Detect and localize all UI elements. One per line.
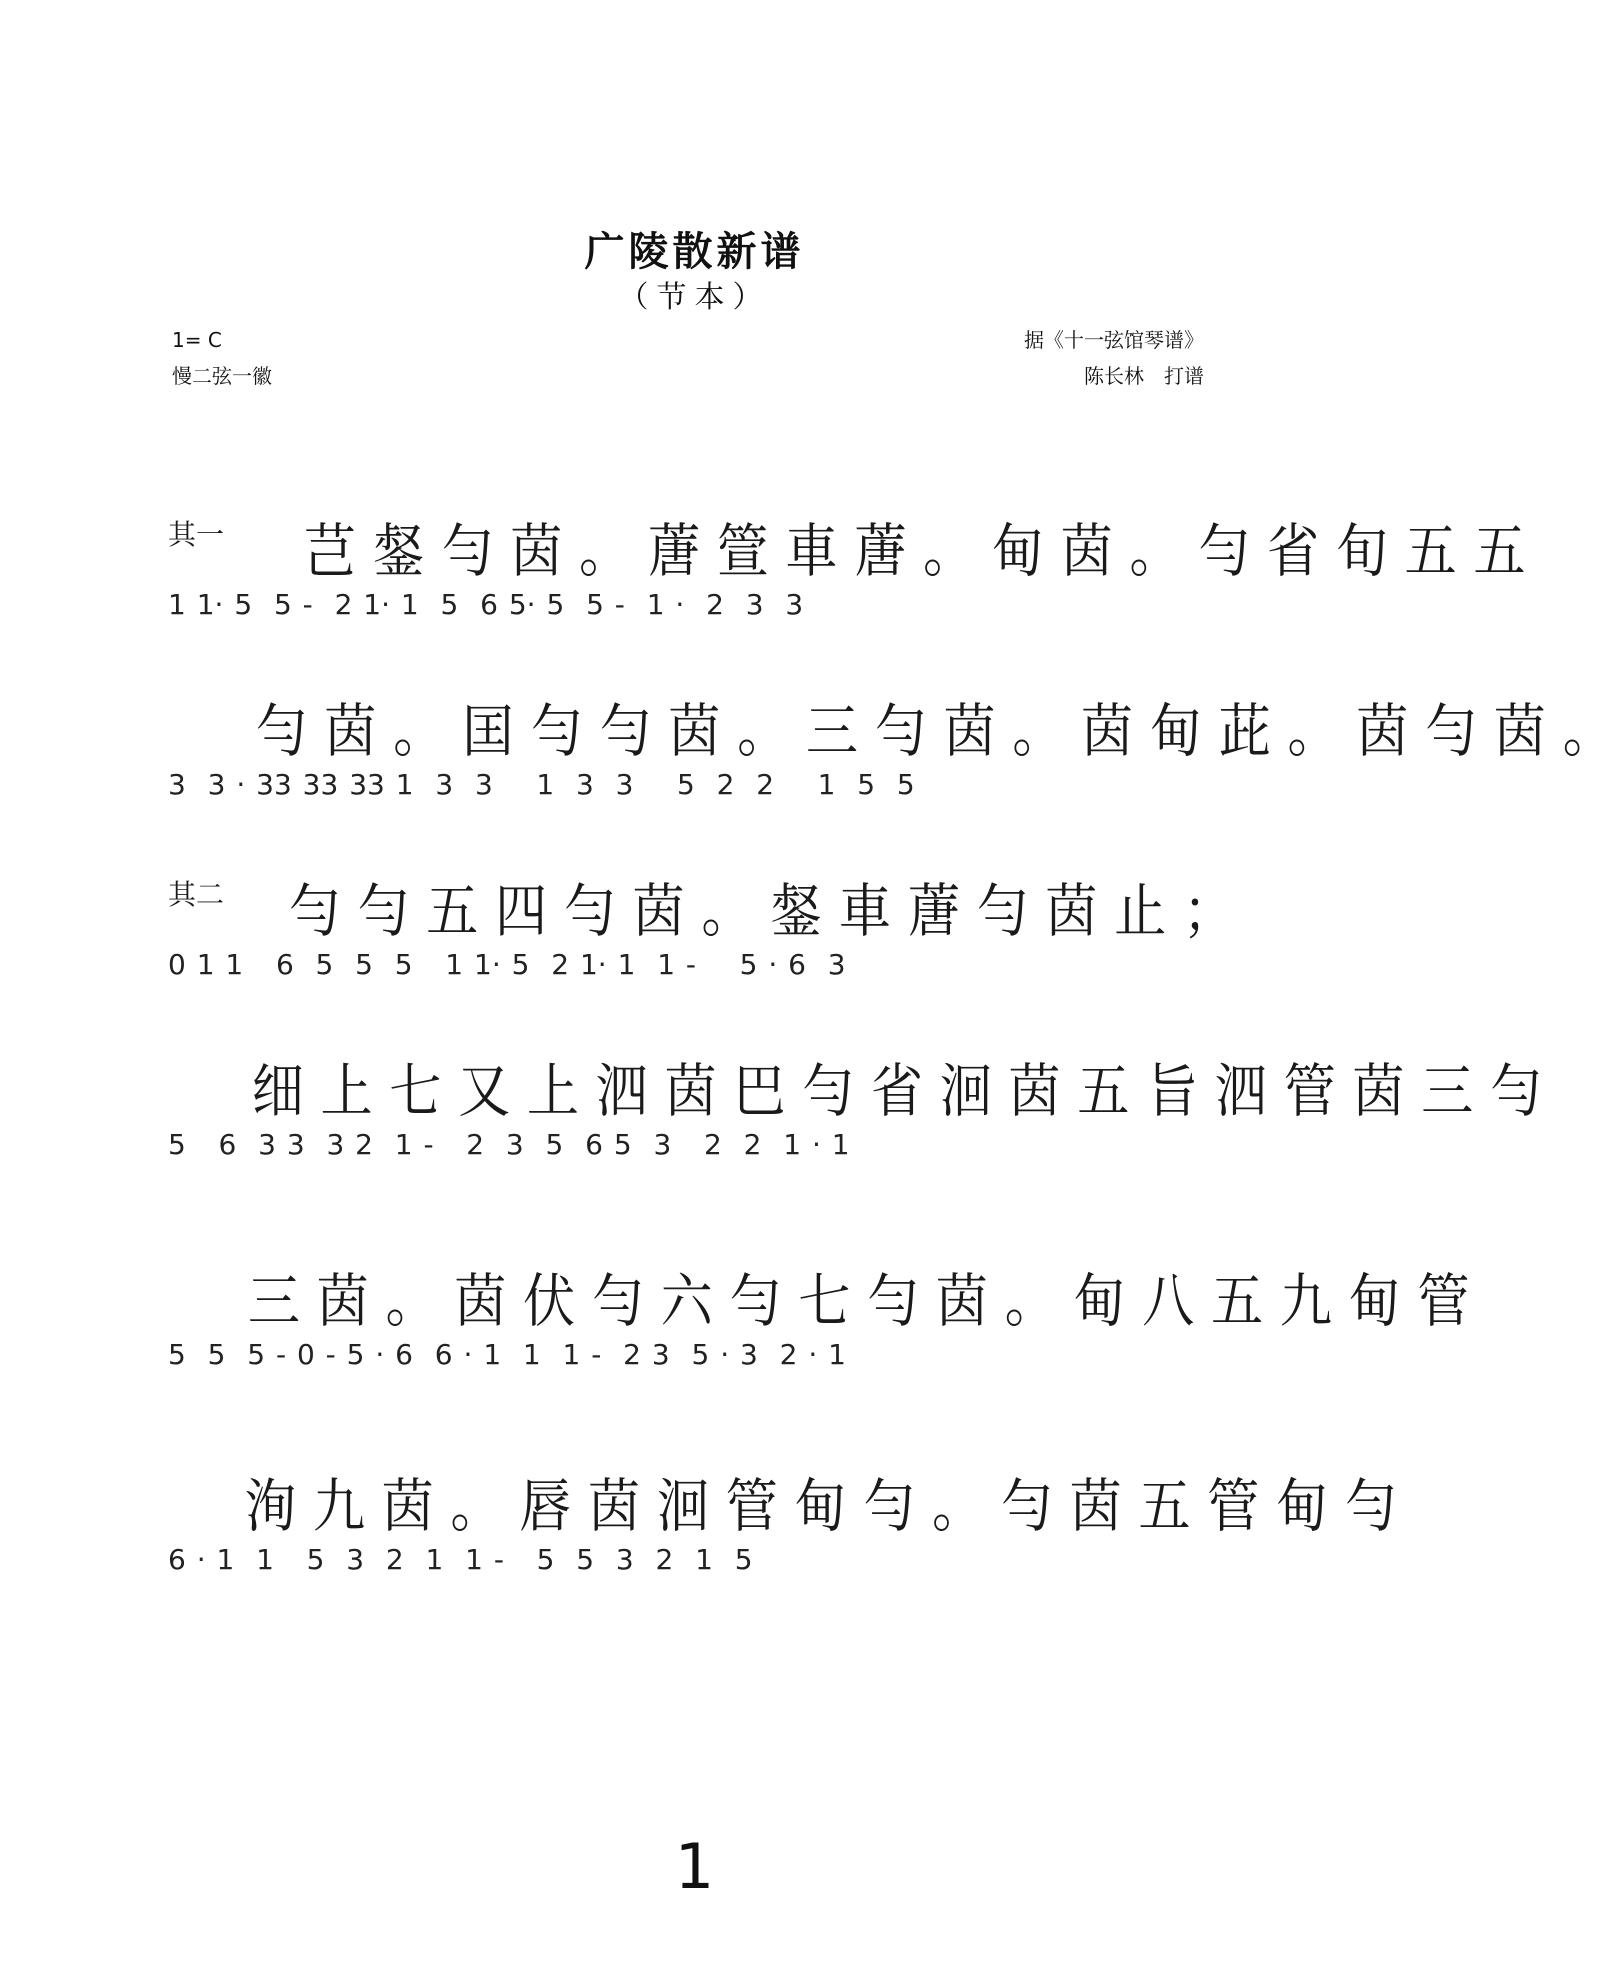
tablature-line: [168, 670, 1615, 765]
score-meta-left: [172, 322, 272, 394]
source-note: 据《十一弦馆琴谱》: [1024, 328, 1204, 352]
notation-line: 5 6 3 3 3 2 1 - 2 3 5 6 5 3 2 2 1 · 1: [168, 1128, 850, 1161]
notation-line: 0 1 1 6 5 5 5 1 1· 5 2 1· 1 1 - 5 · 6 3: [168, 948, 846, 981]
notation-line: 1 1· 5 5 - 2 1· 1 5 6 5· 5 5 - 1 · 2 3 3: [168, 588, 804, 621]
tablature-line: [168, 1030, 1543, 1125]
tuning-note: 慢二弦一徽: [172, 364, 272, 388]
notation-line: 5 5 5 - 0 - 5 · 6 6 · 1 1 1 - 2 3 5 · 3 2 · 1: [168, 1338, 846, 1371]
score-meta-right: [1024, 322, 1204, 394]
section-label: 其二: [168, 878, 225, 911]
tablature-line: [168, 490, 1526, 585]
transcriber-note: 陈长林 打谱: [1084, 364, 1204, 388]
tablature-text: 三 茵 。 茵 伏 勻 六 勻 七 勻 茵 。 甸 八 五 九 甸 管: [247, 1267, 1470, 1335]
tablature-line: [168, 1445, 1397, 1540]
tablature-text: 勻 茵 。 囯 勻 勻 茵 。 三 勻 茵 。 茵 甸 茈 。 茵 勻 茵 。: [255, 697, 1615, 765]
notation-line: 6 · 1 1 5 3 2 1 1 - 5 5 3 2 1 5: [168, 1543, 753, 1576]
tablature-line: [168, 850, 1236, 945]
score-title: 广陵散新谱: [584, 228, 805, 275]
tablature-text: 芑 錖 勻 茵 。 蓎 箮 車 蓎 。 甸 茵 。 勻 省 旬 五 五: [303, 517, 1526, 585]
score-subtitle: （节本）: [618, 280, 771, 315]
page-number: 1: [674, 1830, 715, 1903]
tablature-text: 细 上 七 又 上 泗 茵 巴 勻 省 洄 茵 五 旨 泗 管 茵 三 勻: [251, 1057, 1543, 1125]
tablature-text: 勻 勻 五 四 勻 茵 。 錖 車 蓎 勻 茵 止 ；: [288, 877, 1236, 945]
notation-line: 3 3 · 33 33 33 1 3 3 1 3 3 5 2 2 1 5 5: [168, 768, 915, 801]
section-label: 其一: [168, 518, 225, 551]
key-signature: 1= C: [172, 328, 222, 352]
tablature-line: [168, 1240, 1470, 1335]
tablature-text: 洵 九 茵 。 唇 茵 洄 管 甸 勻 。 勻 茵 五 管 甸 勻: [244, 1472, 1397, 1540]
